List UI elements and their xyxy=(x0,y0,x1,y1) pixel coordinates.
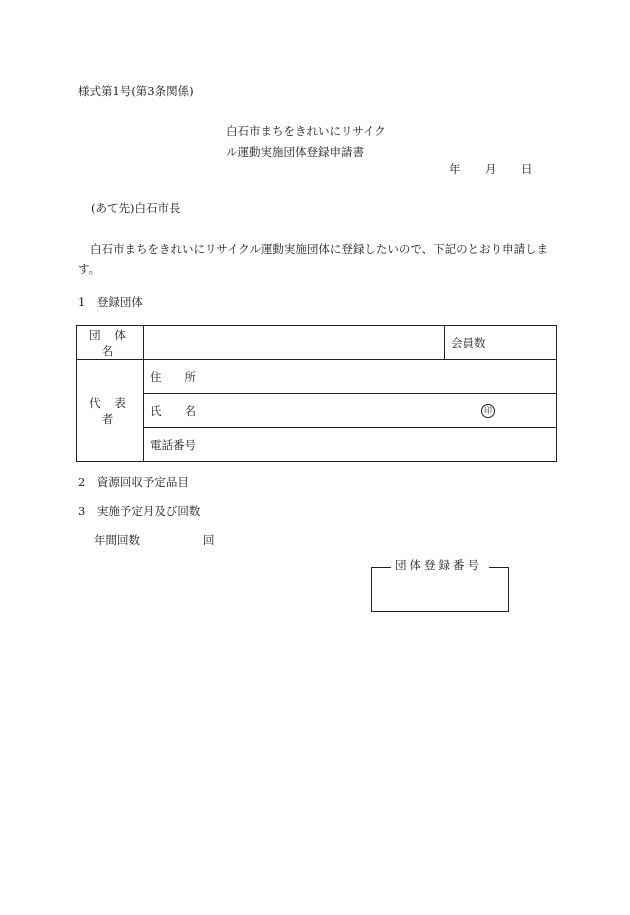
representative-label: 代 表 者 xyxy=(77,360,144,462)
phone-cell[interactable] xyxy=(144,428,557,462)
application-body-text: 白石市まちをきれいにリサイクル運動実施団体に登録したいので、下記のとおり申請します。 xyxy=(78,242,549,276)
table-row xyxy=(77,326,557,360)
member-count-cell[interactable] xyxy=(445,326,557,360)
annual-count-unit: 回 xyxy=(203,533,215,547)
date-year-label: 年 xyxy=(449,162,461,176)
address-cell[interactable] xyxy=(144,360,557,394)
addressee: (あて先)白石市長 xyxy=(91,201,181,215)
registration-box-top-right-line xyxy=(489,567,508,568)
table-row xyxy=(77,360,557,394)
table-row xyxy=(77,428,557,462)
address-label: 住 所 xyxy=(150,369,196,384)
date-month-label: 月 xyxy=(485,162,497,176)
date-day-label: 日 xyxy=(521,162,533,176)
registration-box-top-left-line xyxy=(371,567,391,568)
group-name-label: 団 体 名 xyxy=(77,326,144,360)
document-title-line2: ル運動実施団体登録申請書 xyxy=(226,145,364,159)
form-number: 様式第1号(第3条関係) xyxy=(78,84,194,98)
registration-table xyxy=(76,325,557,462)
registration-number-label: 団体登録番号 xyxy=(395,558,482,572)
section1-heading: 1 登録団体 xyxy=(78,295,143,309)
section2-heading: 2 資源回収予定品目 xyxy=(78,475,189,489)
name-label: 氏 名 xyxy=(150,403,196,418)
document-title-line1: 白石市まちをきれいにリサイク xyxy=(226,124,386,138)
group-name-field[interactable] xyxy=(144,326,445,360)
member-count-label: 会員数 xyxy=(451,335,486,350)
annual-count-label: 年間回数 xyxy=(94,533,140,547)
section3-heading: 3 実施予定月及び回数 xyxy=(78,504,201,518)
phone-label: 電話番号 xyxy=(150,437,196,452)
seal-mark-icon: 印 xyxy=(481,404,495,418)
registration-number-box xyxy=(371,567,509,612)
